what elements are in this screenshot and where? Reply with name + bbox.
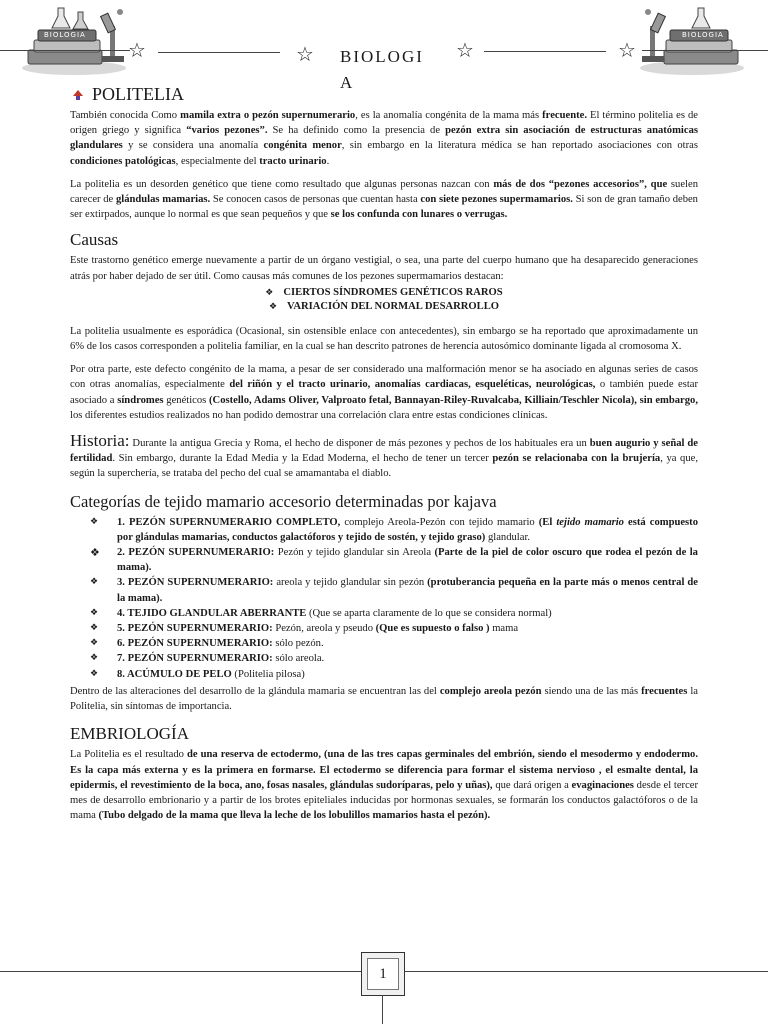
diamond-bullet-icon: ❖ — [90, 577, 99, 588]
politelia-paragraph-2: La politelia es un desorden genético que tiene como resultado que algunas personas nazcan con más de dos “pezones accesorios”, que suelen carecer de glándulas mamarias. Se conocen casos de personas que cuentan hasta con siete pezones supermamarios. Si son de gran tamaño deben ser extirpados, aunque lo normal es que sean pequeños y que se los confunda con lunares o verrugas. — [70, 178, 698, 221]
list-item: ❖ 3. PEZÓN SUPERNUMERARIO: areola y tejido glandular sin pezón (protuberancia pequeña en la parte más o menos central de la mama). — [90, 577, 698, 604]
star-icon: ☆ — [128, 38, 146, 62]
page-number-box — [361, 952, 405, 996]
header-rule-left-outer — [0, 50, 130, 51]
causas-paragraph-2: La politelia usualmente es esporádica (Ocasional, sin ostensible enlace con antecedentes), sin embargo se ha reportado que aproximadamente un 6% de los casos corresponden a politelia familiar, en la cual se han descrito patrones de herencia autosómico dominante ligada al cromosoma X. — [70, 325, 698, 353]
page-number: 1 — [367, 958, 399, 990]
categorias-after-paragraph: Dentro de las alteraciones del desarrollo de la glándula mamaria se encuentran las del complejo areola pezón siendo una de las más frecuentes la Politelia, sin síntomas de importancia. — [70, 685, 698, 713]
arrow-bullet-icon — [72, 89, 84, 101]
list-item: ❖ 5. PEZÓN SUPERNUMERARIO: Pezón, areola y pseudo (Que es supuesto o falso ) mama — [90, 621, 698, 636]
list-item: ❖ 6. PEZÓN SUPERNUMERARIO: sólo pezón. — [90, 636, 698, 651]
diamond-bullet-icon: ❖ — [90, 623, 99, 634]
list-item: ❖ CIERTOS SÍNDROMES GENÉTICOS RAROS — [265, 286, 503, 298]
star-icon: ☆ — [618, 38, 636, 62]
politelia-title: POLITELIA — [92, 84, 184, 104]
list-item: ❖ VARIACIÓN DEL NORMAL DESARROLLO — [268, 300, 500, 312]
diamond-bullet-icon: ❖ — [90, 516, 99, 527]
list-item: ❖ 2. PEZÓN SUPERNUMERARIO: Pezón y tejido glandular sin Areola (Parte de la piel de color oscuro que rodea el pezón de la mama). — [90, 546, 698, 574]
causas-heading: Causas — [70, 230, 119, 250]
list-item: ❖ 1. PEZÓN SUPERNUMERARIO COMPLETO, complejo Areola-Pezón con tejido mamario (El tejido mamario está compuesto por glándulas mamarias, conductos galactóforos y tejido de sostén, y tejido graso) glandular. — [90, 516, 698, 543]
header-rule-right-outer — [642, 50, 768, 51]
historia-heading: Historia: — [70, 431, 130, 451]
causas-paragraph-1: Este trastorno genético emerge nuevamente a partir de un órgano vestigial, o sea, una parte del cuerpo humano que ha desaparecido generaciones atrás por haber dejado de ser útil. Como causas más comunes de los pezones supermamarios destacan: — [70, 255, 698, 282]
list-item: ❖ 8. ACÚMULO DE PELO (Politelia pilosa) — [90, 667, 698, 682]
document-body — [70, 84, 698, 831]
list-item: ❖ 7. PEZÓN SUPERNUMERARIO: sólo areola. — [90, 651, 698, 666]
footer-stem — [382, 995, 383, 1024]
categorias-list — [70, 515, 698, 682]
header-decoration-left — [18, 4, 130, 76]
star-icon: ☆ — [456, 38, 474, 62]
star-icon: ☆ — [296, 42, 314, 66]
right-book-label: BIOLOGIA — [682, 31, 724, 39]
diamond-bullet-icon: ❖ — [265, 287, 274, 298]
diamond-bullet-icon: ❖ — [268, 301, 278, 312]
header-rule-left — [158, 52, 280, 53]
left-book-label: BIOLOGIA — [44, 31, 86, 39]
embriologia-paragraph: La Politelia es el resultado de una reserva de ectodermo, (una de las tres capas germinales del embrión, siendo el mesodermo y endodermo. Es la capa más externa y es la primera en formarse. El ectodermo se diferencia para formar el sistema nervioso , el esmalte dental, la epidermis, el revestimiento de la boca, ano, fosas nasales, glándulas sudoríparas, pelo y uñas), que dará origen a evaginaciones desde el tercer mes de desarrollo embrionario y a partir de los brotes epiteliales inducidas por hormonas sexuales, se formarán los conductos galactóforos o de la mama (Tubo delgado de la mama que lleva la leche de los lobulillos mamarios hasta el pezón). — [70, 749, 698, 822]
diamond-bullet-icon: ❖ — [90, 668, 99, 679]
diamond-bullet-icon: ❖ — [90, 607, 99, 618]
historia-paragraph: Historia: Durante la antigua Grecia y Roma, el hecho de disponer de más pezones y pechos de los habituales era un buen augurio y señal de fertilidad. Sin embargo, durante la Edad Media y la Edad Moderna, el hecho de tener un tercer pezón se relacionaba con la brujería, ya que, según la superchería, se trataba del pecho del cual se amamantaba el diablo. — [70, 431, 699, 480]
diamond-bullet-icon: ❖ — [90, 546, 100, 560]
header-title: BIOLOGIA — [340, 47, 424, 92]
header-decoration-right — [636, 4, 748, 76]
politelia-paragraph-1: También conocida Como mamila extra o pezón supernumerario, es la anomalía congénita de la mama más frecuente. El término politelia es de origen griego y significa “varios pezones”. Se ha definido como la presencia de pezón extra sin asociación de estructuras anatómicas glandulares y se considera una anomalía congénita menor, sin embargo en la literatura médica se han reportado asociaciones con otras condiciones patológicas, especialmente del tracto urinario. — [70, 110, 698, 167]
diamond-bullet-icon: ❖ — [90, 638, 99, 649]
causas-list — [70, 286, 698, 314]
politelia-heading — [72, 84, 698, 105]
list-item: ❖ 4. TEJIDO GLANDULAR ABERRANTE (Que se aparta claramente de lo que se considera normal) — [90, 606, 698, 621]
diamond-bullet-icon: ❖ — [90, 653, 99, 664]
header-rule-right — [484, 51, 606, 52]
embriologia-heading: EMBRIOLOGÍA — [70, 724, 189, 744]
categorias-heading: Categorías de tejido mamario accesorio determinadas por kajava — [70, 491, 497, 511]
causas-paragraph-3: Por otra parte, este defecto congénito de la mama, a pesar de ser considerado una malformación menor se ha asociado en algunas series de casos con otras anomalías, especialmente del riñón y el tracto urinario, anomalías cardiacas, esqueléticas, neurológicas, o también puede estar asociado a síndromes genéticos (Costello, Adams Oliver, Valproato fetal, Bannayan-Riley-Ruvalcaba, Killiain/Teschler Nicola), sin embargo, los diferentes estudios realizados no han podido demostrar una correlación clara entre estas condiciones clínicas. — [70, 364, 698, 421]
